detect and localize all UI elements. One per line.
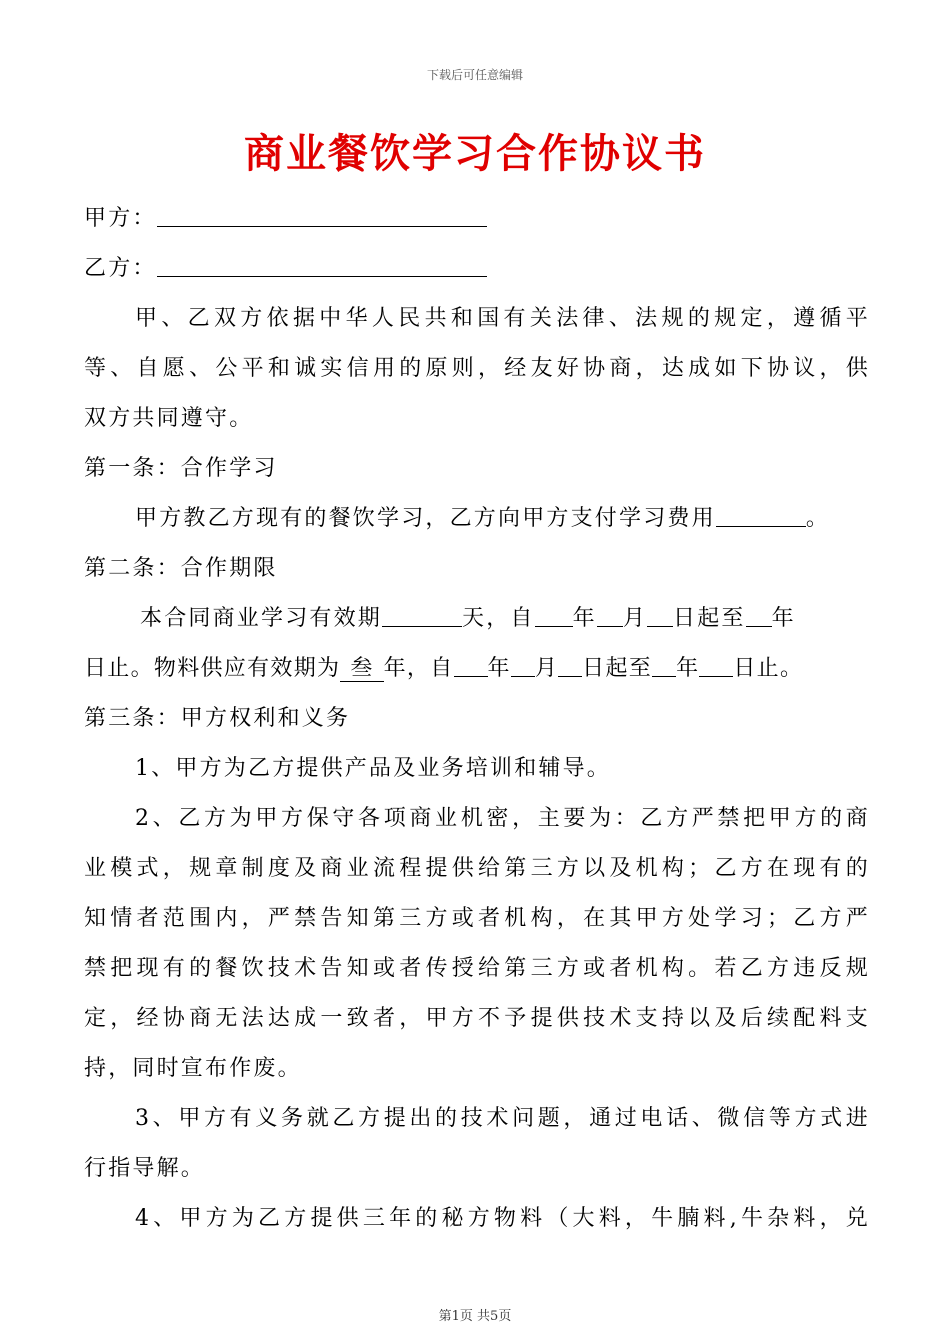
term-text-5: 日起至	[673, 606, 746, 631]
item-3-line-1: 3、甲方有义务就乙方提出的技术问题，通过电话、微信等方式进	[135, 1106, 870, 1131]
article-1-text-b: 。	[805, 506, 831, 531]
term-text-6: 年	[771, 606, 796, 631]
supply-text-7: 日止。	[733, 656, 804, 681]
term-end-year-blank	[746, 604, 772, 627]
supply-day-blank	[558, 654, 582, 677]
term-month-blank	[597, 604, 623, 627]
supply-text-4: 月	[534, 656, 559, 681]
item-2-line-2: 业模式，规章制度及商业流程提供给第三方以及机构；乙方在现有的	[84, 856, 870, 881]
term-text-2: 天，自	[462, 606, 535, 631]
header-note: 下载后可任意编辑	[426, 68, 523, 82]
term-year-blank	[535, 604, 573, 627]
term-day-blank	[647, 604, 673, 627]
supply-month-blank	[511, 654, 535, 677]
article-1-title: 第一条：合作学习	[84, 456, 278, 481]
item-2-line-3: 知情者范围内，严禁告知第三方或者机构，在其甲方处学习；乙方严	[84, 906, 870, 931]
intro-line-3: 双方共同遵守。	[84, 406, 254, 431]
supply-end-year-blank	[652, 654, 676, 677]
party-a-label: 甲方：	[84, 206, 157, 231]
article-2-line-1	[140, 604, 870, 634]
item-2-line-5: 定，经协商无法达成一致者，甲方不予提供技术支持以及后续配料支	[84, 1006, 870, 1031]
party-b-line	[84, 254, 870, 284]
page-footer: 第1页 共5页	[438, 1309, 512, 1324]
supply-year-blank	[454, 654, 488, 677]
fee-blank	[716, 504, 806, 527]
intro-line-1: 甲、乙双方依据中华人民共和国有关法律、法规的规定，遵循平	[135, 306, 870, 331]
article-3-title: 第三条：甲方权利和义务	[84, 706, 351, 731]
item-4-line-1: 4、甲方为乙方提供三年的秘方物料（大料，牛腩料,牛杂料，兑	[135, 1206, 870, 1231]
term-text-1: 本合同商业学习有效期	[140, 606, 383, 631]
item-2-line-4: 禁把现有的餐饮技术告知或者传授给第三方或者机构。若乙方违反规	[84, 956, 870, 981]
item-2-line-1: 2、乙方为甲方保守各项商业机密，主要为：乙方严禁把甲方的商	[135, 806, 870, 831]
article-1-text	[135, 504, 870, 534]
term-text-4: 月	[622, 606, 648, 631]
article-1-text-a: 甲方教乙方现有的餐饮学习，乙方向甲方支付学习费用	[135, 506, 716, 531]
supply-text-2: 年，自	[383, 656, 454, 681]
party-a-blank	[157, 204, 487, 227]
item-3-line-2: 行指导解。	[84, 1156, 206, 1181]
article-2-title: 第二条：合作期限	[84, 556, 278, 581]
supply-years-value: 叁	[340, 656, 383, 682]
term-days-blank	[382, 604, 462, 627]
party-b-label: 乙方：	[84, 256, 157, 281]
supply-text-5: 日起至	[582, 656, 653, 681]
article-2-line-2	[84, 654, 870, 684]
party-b-blank	[157, 254, 487, 277]
supply-text-3: 年	[487, 656, 511, 681]
supply-text-1: 日止。物料供应有效期为	[84, 656, 341, 681]
supply-text-6: 年	[676, 656, 700, 681]
party-a-line	[84, 204, 870, 234]
document-title: 商业餐饮学习合作协议书	[244, 130, 706, 177]
supply-end-day-blank	[699, 654, 733, 677]
item-2-line-6: 持，同时宣布作废。	[84, 1056, 302, 1081]
item-1: 1、甲方为乙方提供产品及业务培训和辅导。	[135, 756, 611, 781]
term-text-3: 年	[572, 606, 597, 631]
intro-line-2: 等、自愿、公平和诚实信用的原则，经友好协商，达成如下协议，供	[84, 356, 870, 381]
